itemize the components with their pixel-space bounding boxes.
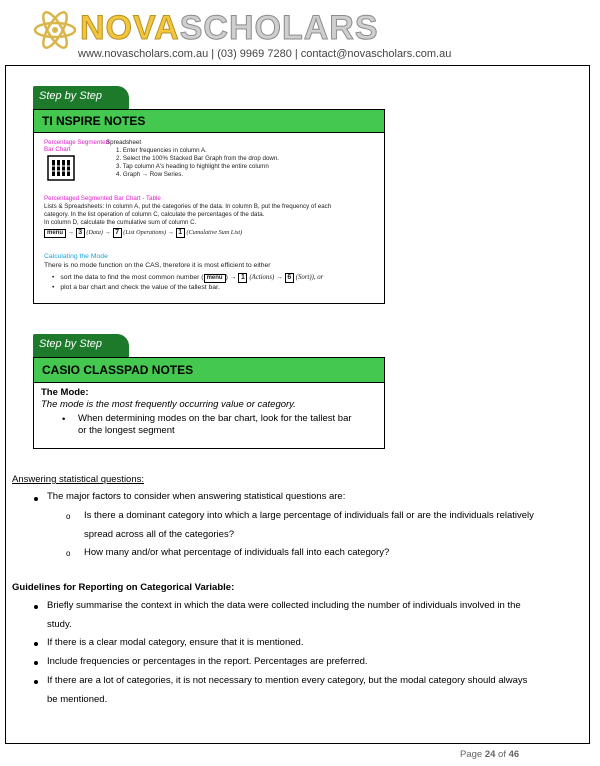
bullet-dot (34, 661, 38, 665)
spreadsheet-step: 3. Tap column A's heading to highlight the entire column (116, 163, 269, 170)
chart-label-line2: Bar Chart (44, 146, 71, 153)
contact-line: www.novascholars.com.au | (03) 9969 7280 | contact@novascholars.com.au (78, 48, 452, 60)
ti-step-tab: Step by Step (33, 86, 129, 109)
sub-bullet: o (66, 512, 71, 521)
casio-bullet-line1: When determining modes on the bar chart, look for the tallest bar (78, 413, 352, 424)
spreadsheet-title: Spreadsheet (106, 139, 142, 146)
casio-mode-heading: The Mode: (41, 387, 89, 398)
mode-bullet-2: • plot a bar chart and check the value of the tallest bar. (52, 284, 220, 291)
bullet-dot (34, 497, 38, 501)
mode-intro: There is no mode function on the CAS, therefore it is most efficient to either (44, 262, 271, 269)
menu-key: menu (44, 229, 66, 238)
mode-heading: Calculating the Mode (44, 253, 108, 260)
casio-step-tab: Step by Step (33, 334, 129, 357)
guidelines-b4-line2: be mentioned. (47, 694, 108, 705)
logo-wordmark: NOVASCHOLARS (80, 9, 379, 47)
table-line: Lists & Spreadsheets: In column A, put the categories of the data. In column B, put the frequency of each (44, 203, 332, 210)
casio-bullet: • (62, 414, 66, 425)
casio-mode-definition: The mode is the most frequently occurring value or category. (41, 399, 296, 410)
sub-bullet: o (66, 549, 71, 558)
casio-bullet-line2: or the longest segment (78, 425, 175, 436)
bullet-dot (34, 605, 38, 609)
ti-notes-body (33, 133, 385, 304)
segmented-bar-chart-icon (47, 155, 75, 181)
spreadsheet-step: 4. Graph → Row Series. (116, 171, 184, 178)
answering-bullet: The major factors to consider when answering statistical questions are: (47, 491, 346, 502)
bullet-dot (34, 642, 38, 646)
mode-bullet-1: • sort the data to find the most common number ( menu ) → 1 (Actions) → 6 (Sort)), or (52, 274, 324, 281)
casio-notes-body (33, 383, 385, 449)
casio-title: CASIO CLASSPAD NOTES (33, 357, 385, 383)
guidelines-b2: If there is a clear modal category, ensure that it is mentioned. (47, 637, 304, 648)
table-line: In column D, calculate the cumulative sum of column C. (44, 219, 197, 226)
guidelines-b3: Include frequencies or percentages in the report. Percentages are preferred. (47, 656, 368, 667)
guidelines-b1-line1: Briefly summarise the context in which the data were collected including the number of individuals involved in the (47, 600, 521, 611)
answering-heading: Answering statistical questions: (12, 474, 145, 485)
spreadsheet-step: 2. Select the 100% Stacked Bar Graph from the drop down. (116, 155, 280, 162)
table-line: category. In the list operation of column C, calculate the percentages of the data. (44, 211, 265, 218)
guidelines-b1-line2: study. (47, 619, 72, 630)
ti-title: TI NSPIRE NOTES (33, 109, 385, 133)
answering-sub2: How many and/or what percentage of individuals fall into each category? (84, 547, 390, 558)
answering-sub1-line1: Is there a dominant category into which a large percentage of individuals fall or are the individuals relatively (84, 510, 534, 521)
key-sequence: menu → 3 (Data) → 7 (List Operations) → 1 (Cumulative Sum List) (44, 228, 242, 238)
key-7: 7 (113, 228, 122, 238)
answering-sub1-line2: spread across all of the categories? (84, 529, 234, 540)
guidelines-b4-line1: If there are a lot of categories, it is not necessary to mention every category, but the modal category should always (47, 675, 528, 686)
key-1: 1 (176, 228, 185, 238)
page-number: Page 24 of 46 (460, 749, 520, 760)
chart-label-line1: Percentage Segmented (44, 139, 110, 146)
spreadsheet-step: 1. Enter frequencies in column A. (116, 147, 207, 154)
guidelines-heading: Guidelines for Reporting on Categorical Variable: (12, 582, 235, 593)
bullet-dot (34, 680, 38, 684)
key-3: 3 (76, 228, 85, 238)
atom-icon (32, 10, 78, 50)
table-heading: Percentaged Segmented Bar Chart - Table (44, 195, 161, 202)
